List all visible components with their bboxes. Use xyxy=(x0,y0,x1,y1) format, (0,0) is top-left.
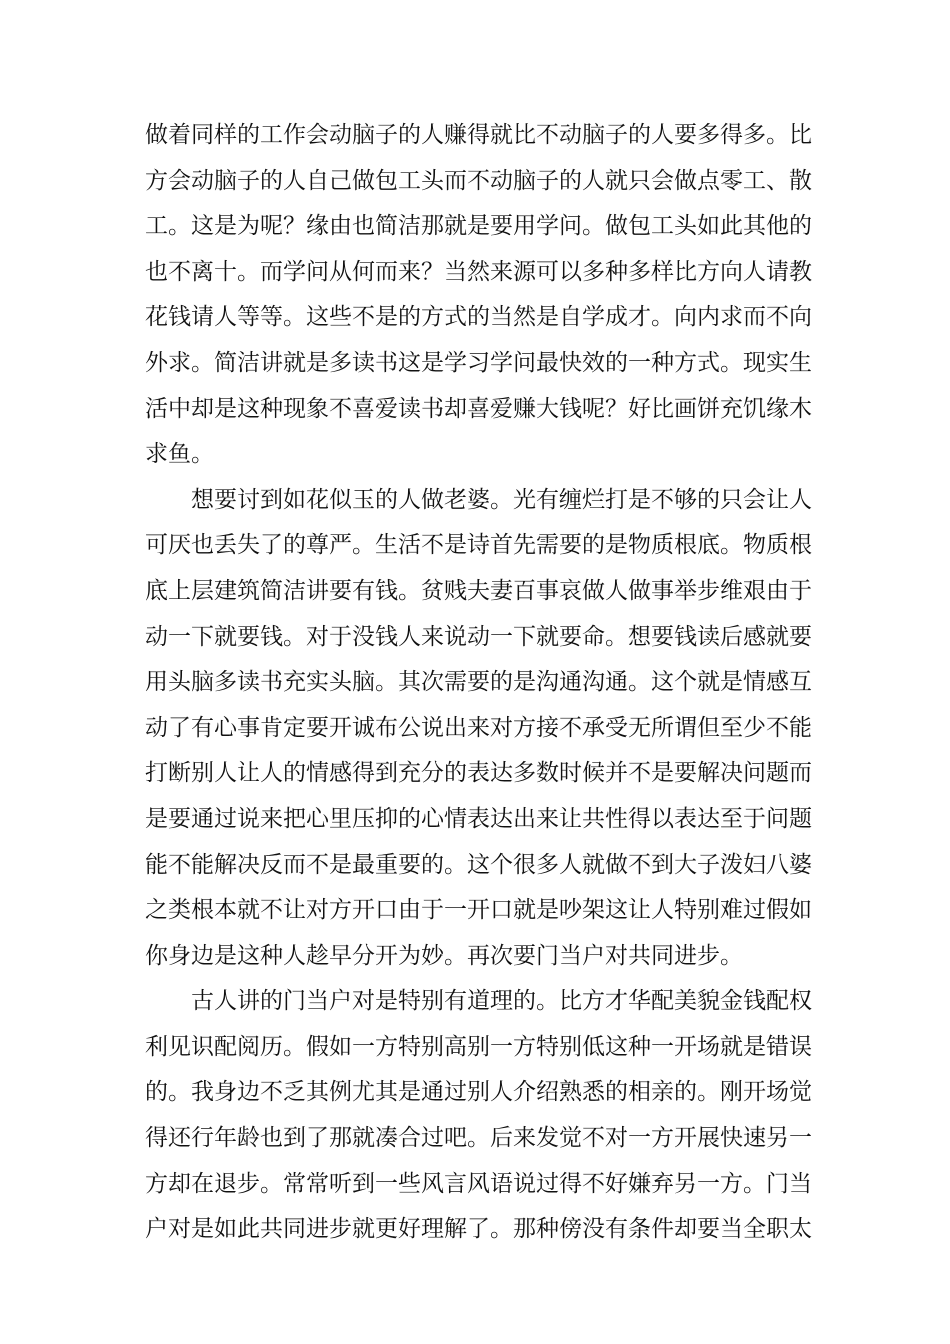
paragraph-line: 工。这是为呢？缘由也简洁那就是要用学问。做包工头如此其他的 xyxy=(145,213,812,240)
paragraph-line: 利见识配阅历。假如一方特别高别一方特别低这种一开场就是错误 xyxy=(145,1033,812,1060)
paragraph-line: 的。我身边不乏其例尤其是通过别人介绍熟悉的相亲的。刚开场觉 xyxy=(145,1079,812,1106)
paragraph-line: 户对是如此共同进步就更好理解了。那种傍没有条件却要当全职太 xyxy=(145,1216,812,1243)
paragraph-line: 你身边是这种人趁早分开为妙。再次要门当户对共同进步。 xyxy=(145,942,743,969)
body-text xyxy=(145,113,812,1253)
paragraph-line: 做着同样的工作会动脑子的人赚得就比不动脑子的人要多得多。比 xyxy=(145,122,812,148)
paragraph-line: 古人讲的门当户对是特别有道理的。比方才华配美貌金钱配权 xyxy=(191,988,812,1015)
paragraph-line: 外求。简洁讲就是多读书这是学习学问最快效的一种方式。现实生 xyxy=(145,349,812,376)
paragraph-line: 求鱼。 xyxy=(145,441,214,468)
paragraph-line: 用头脑多读书充实头脑。其次需要的是沟通沟通。这个就是情感互 xyxy=(145,669,812,696)
paragraph-line: 方会动脑子的人自己做包工头而不动脑子的人就只会做点零工、散 xyxy=(145,167,812,194)
paragraph-2 xyxy=(145,478,812,980)
paragraph-line: 可厌也丢失了的尊严。生活不是诗首先需要的是物质根底。物质根 xyxy=(145,532,812,559)
paragraph-line: 底上层建筑简洁讲要有钱。贫贱夫妻百事哀做人做事举步维艰由于 xyxy=(145,577,812,604)
paragraph-line: 动一下就要钱。对于没钱人来说动一下就要命。想要钱读后感就要 xyxy=(145,623,812,650)
paragraph-line: 花钱请人等等。这些不是的方式的当然是自学成才。向内求而不向 xyxy=(145,304,812,331)
paragraph-line: 打断别人让人的情感得到充分的表达多数时候并不是要解决问题而 xyxy=(145,760,812,787)
paragraph-3 xyxy=(145,979,812,1253)
paragraph-line: 也不离十。而学问从何而来？当然来源可以多种多样比方向人请教 xyxy=(145,258,812,285)
paragraph-line: 动了有心事肯定要开诚布公说出来对方接不承受无所谓但至少不能 xyxy=(145,714,812,741)
paragraph-line: 能不能解决反而不是最重要的。这个很多人就做不到大子泼妇八婆 xyxy=(145,851,812,878)
paragraph-line: 活中却是这种现象不喜爱读书却喜爱赚大钱呢？好比画饼充饥缘木 xyxy=(145,395,812,422)
paragraph-line: 方却在退步。常常听到一些风言风语说过得不好嫌弃另一方。门当 xyxy=(145,1170,812,1197)
paragraph-line: 之类根本就不让对方开口由于一开口就是吵架这让人特别难过假如 xyxy=(145,897,812,924)
paragraph-1 xyxy=(145,113,812,478)
paragraph-line: 得还行年龄也到了那就凑合过吧。后来发觉不对一方开展快速另一 xyxy=(145,1125,812,1152)
paragraph-line: 想要讨到如花似玉的人做老婆。光有缠烂打是不够的只会让人 xyxy=(191,486,812,513)
paragraph-line: 是要通过说来把心里压抑的心情表达出来让共性得以表达至于问题 xyxy=(145,805,812,832)
